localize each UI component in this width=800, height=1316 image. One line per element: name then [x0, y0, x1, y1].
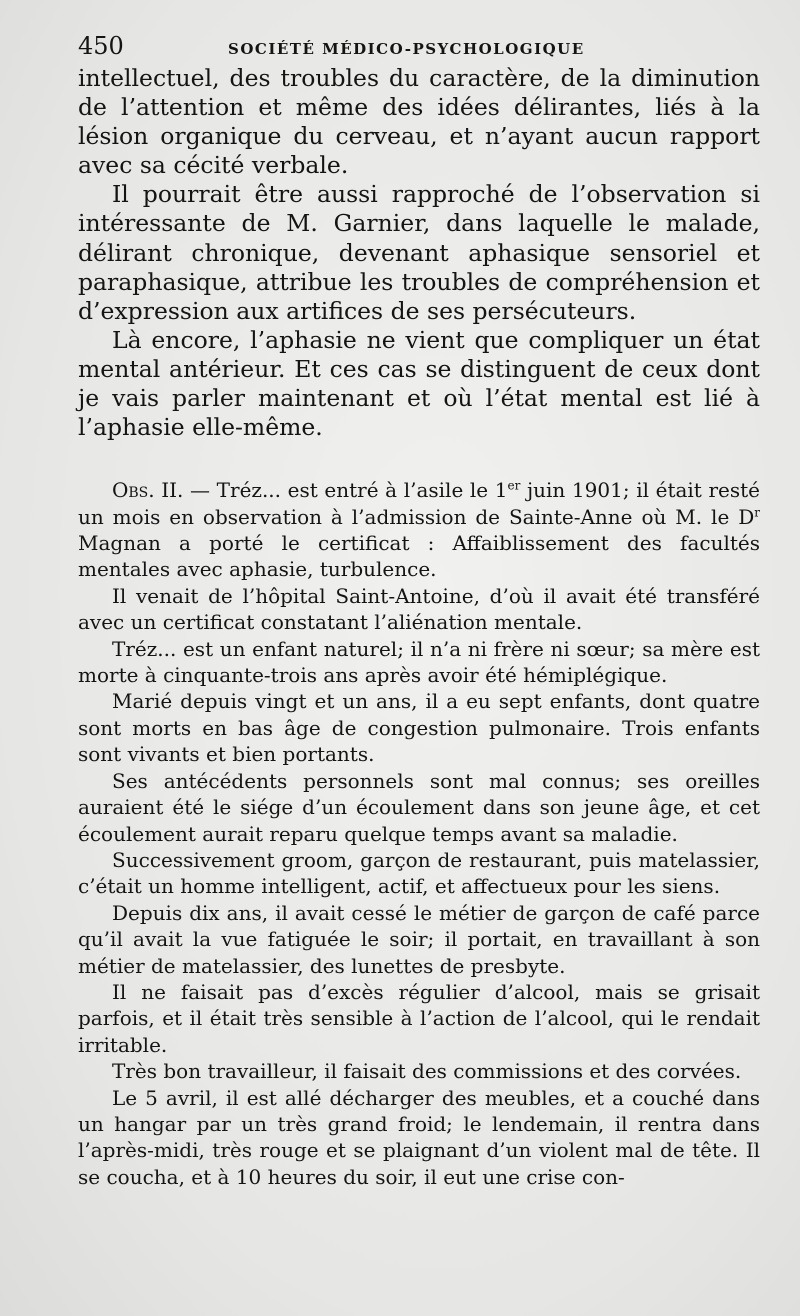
observation-label: Obs. II. — [112, 478, 184, 503]
observation-paragraph: Successivement groom, garçon de restaurant, puis matelassier, c’était un homme intelligent, actif, et affectueux pour les siens. — [78, 847, 760, 899]
observation-intro-text: Magnan a porté le certificat : Affaiblissement des facultés mentales avec aphasie, turbulence. — [78, 531, 760, 582]
observation-paragraph: Le 5 avril, il est allé décharger des meubles, et a couché dans un hangar par un très grand froid; le lendemain, il rentra dans l’après-midi, très rouge et se plaignant d’un violent mal de tête. Il se coucha, et à 10 heures du soir, il eut une crise con- — [78, 1085, 760, 1189]
observation-paragraph: Très bon travailleur, il faisait des commissions et des corvées. — [112, 1059, 742, 1084]
main-text — [78, 64, 760, 442]
page-number: 450 — [78, 32, 124, 60]
observation-paragraph: Il ne faisait pas d’excès régulier d’alcool, mais se grisait parfois, et il était très sensible à l’action de l’alcool, qui le rendait irritable. — [78, 979, 760, 1057]
observation-intro-text: — Tréz... est entré à l’asile le 1 — [183, 478, 508, 503]
observation-intro — [78, 477, 760, 583]
observation-paragraph: Depuis dix ans, il avait cessé le métier de garçon de café parce qu’il avait la vue fatiguée le soir; il portait, en travaillant à son métier de matelassier, des lunettes de presbyte. — [78, 900, 760, 978]
superscript: r — [754, 504, 760, 519]
paragraph: Là encore, l’aphasie ne vient que compliquer un état mental antérieur. Et ces cas se distinguent de ceux dont je vais parler maintenant et où l’état mental est lié à l’aphasie elle-même. — [78, 325, 760, 442]
paragraph: intellectuel, des troubles du caractère, de la diminution de l’attention et même des idées délirantes, liés à la lésion organique du cerveau, et n’ayant aucun rapport avec sa cécité verbale. — [78, 64, 760, 180]
observation-intro-text: juin 1901; il était resté un mois en observation à l’admission de Sainte-Anne où M. le D — [78, 478, 760, 529]
running-head — [78, 32, 760, 64]
observation-paragraph: Tréz... est un enfant naturel; il n’a ni frère ni sœur; sa mère est morte à cinquante-trois ans après avoir été hémiplégique. — [78, 636, 760, 688]
observation-section — [78, 477, 760, 1190]
running-head-title: SOCIÉTÉ MÉDICO-PSYCHOLOGIQUE — [228, 40, 585, 58]
observation-paragraph: Il venait de l’hôpital Saint-Antoine, d’où il avait été transféré avec un certificat constatant l’aliénation mentale. — [78, 583, 760, 635]
observation-paragraph: Ses antécédents personnels sont mal connus; ses oreilles auraient été le siége d’un écoulement dans son jeune âge, et cet écoulement aurait reparu quelque temps avant sa maladie. — [78, 768, 760, 846]
superscript: er — [507, 478, 521, 493]
paragraph: Il pourrait être aussi rapproché de l’observation si intéressante de M. Garnier, dans laquelle le malade, délirant chronique, devenant aphasique sensoriel et paraphasique, attribue les troubles de compréhension et d’expression aux artifices de ses persécuteurs. — [78, 180, 760, 325]
observation-paragraph: Marié depuis vingt et un ans, il a eu sept enfants, dont quatre sont morts en bas âge de congestion pulmonaire. Trois enfants sont vivants et bien portants. — [78, 689, 760, 767]
